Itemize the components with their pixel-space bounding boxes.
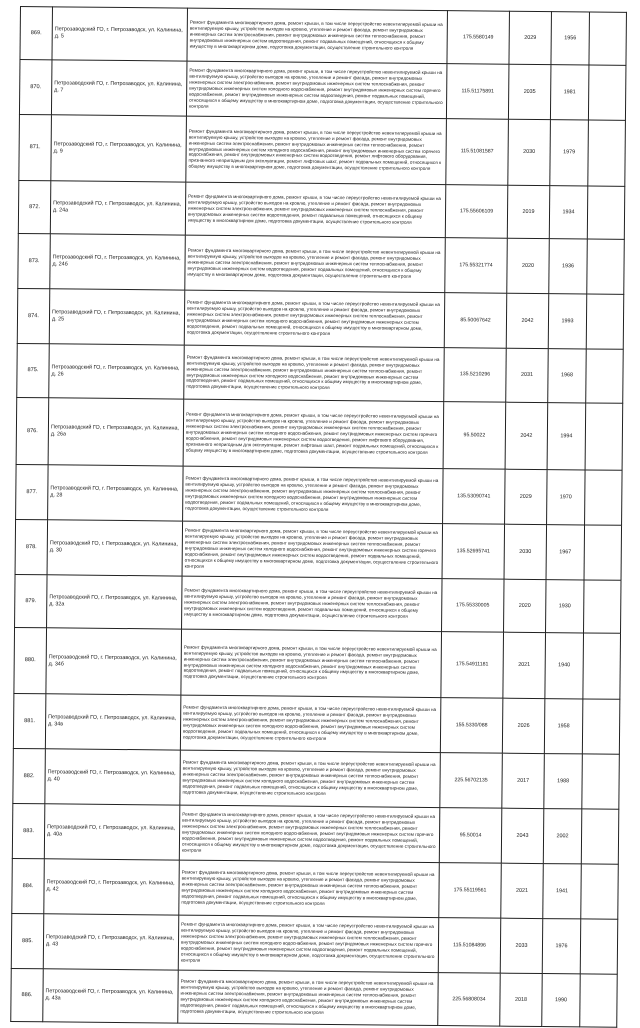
- row-number: 869.: [20, 7, 53, 60]
- row-number: 874.: [17, 288, 50, 343]
- works-cell: Ремонт фундамента многоквартирного дома, ремонт крыши, в том числе переустройство невентилируемой крыши на вентилируемую крышу, устройство выходов на кровлю, утепление и ремонт фасада, ремонт внутридомовых инженерных систем электроснабжения, ремонт внутридомовых инженерных систем теплоснабжения, ремонт внутридомовых инженерных систем холодного водоснабжения, ремонт внутридомовых инженерных систем водоотведения, ремонт подвальных помещений, относящихся к общему имуществу в многоквартирном доме, подготовка документации, осуществление строительного контроля: [183, 466, 444, 523]
- address-cell: Петрозаводский ГО, г. Петрозаводск, ул. Калинина, д. 32а: [47, 575, 183, 629]
- cost-cell: 115.51175891: [446, 64, 509, 120]
- built-year-cell: 1993: [548, 294, 587, 349]
- works-cell: Ремонт фундамента многоквартирного дома, ремонт крыши, в том числе переустройство невентилируемой крыши на вентилируемую крышу, устройство выходов на кровлю, утепление и ремонт фасада, ремонт внутридомовых инженерных систем электроснабжения, ремонт внутридомовых инженерных систем теплоснабжения, ремонт внутридомовых инженерных систем водоотведения, ремонт подвальных помещений, относящихся к общему имуществу в многоквартирном доме, подготовка документации, осуществление строительного контроля: [182, 576, 442, 631]
- row-number: 884.: [12, 858, 45, 913]
- works-cell: Ремонт фундамента многоквартирного дома, ремонт крыши, в том числе переустройство невентилируемой крыши на вентилируемую крышу, устройство выходов на кровлю, утепление и ремонт фасада, ремонт внутридомовых инженерных систем электроснабжения, ремонт внутридомовых инженерных систем теплоснабжения, ремонт внутридомовых инженерных систем холодного водоснабжения, ремонт внутридомовых инженерных систем водоотведения, ремонт подвальных помещений, относящихся к общему имуществу в многоквартирном доме, подготовка документации, осуществление строительного контроля: [180, 695, 441, 752]
- year-cell: 2026: [502, 698, 545, 753]
- address-cell: Петрозаводский ГО, г. Петрозаводск, ул. Калинина, д. 28: [48, 465, 184, 521]
- row-number: 870.: [19, 60, 52, 115]
- empty-cell: [581, 809, 619, 864]
- empty-cell: [584, 525, 622, 580]
- empty-cell: [587, 186, 625, 239]
- table-row: [19, 60, 626, 121]
- works-cell: Ремонт фундамента многоквартирного дома, ремонт крыши, в том числе переустройство невентилируемой крыши на вентилируемую крышу, устройство выходов на кровлю, утепление и ремонт фасада, ремонт внутридомовых инженерных систем электроснабжения, ремонт внутридомовых инженерных систем теплоснабжения, ремонт внутридомовых инженерных систем холодного водоснабжения, ремонт внутридомовых инженерных систем водоотведения, ремонт подвальных помещений, относящихся к общему имуществу в многоквартирном доме, подготовка документации, осуществление строительного контроля: [180, 750, 441, 807]
- cost-cell: 175.55321774: [445, 238, 508, 294]
- built-year-cell: 1994: [547, 403, 586, 470]
- empty-cell: [585, 470, 623, 525]
- row-number: 883.: [12, 803, 45, 858]
- address-cell: Петрозаводский ГО, г. Петрозаводск, ул. Калинина, д. 26: [49, 344, 185, 399]
- address-cell: Петрозаводский ГО, г. Петрозаводск, ул. Калинина, д. 7: [51, 60, 187, 116]
- cost-cell: 225.56808034: [438, 973, 501, 1027]
- year-cell: 2043: [501, 808, 544, 863]
- built-year-cell: 1970: [547, 470, 586, 525]
- works-cell: Ремонт фундамента многоквартирного дома, ремонт крыши, в том числе переустройство невентилируемой крыши на вентилируемую крышу, устройство выходов на кровлю, утепление и ремонт фасада, ремонт внутридомовых инженерных систем электроснабжения, ремонт внутридомовых инженерных систем теплоснабжения, ремонт внутридомовых инженерных систем водоотведения, ремонт подвальных помещений, относящихся к общему имуществу в многоквартирном доме, подготовка документации, осуществление строительного контроля: [185, 182, 445, 237]
- year-cell: 2031: [506, 348, 549, 402]
- cost-cell: 175.55330005: [442, 579, 505, 633]
- empty-cell: [582, 754, 620, 809]
- built-year-cell: 1988: [544, 754, 583, 809]
- built-year-cell: 1936: [549, 239, 588, 294]
- year-cell: 2018: [500, 973, 543, 1026]
- row-number: 881.: [13, 693, 46, 748]
- address-cell: Петрозаводский ГО, г. Петрозаводск, ул. Калинина, д. 34б: [46, 628, 182, 695]
- table-row: [12, 803, 619, 864]
- built-year-cell: 1990: [542, 974, 581, 1027]
- address-cell: Петрозаводский ГО, г. Петрозаводск, ул. Калинина, д. 30: [47, 520, 183, 576]
- works-cell: Ремонт фундамента многоквартирного дома, ремонт крыши, в том числе переустройство невентилируемой крыши на вентилируемую крышу, устройство выходов на кровлю, утепление и ремонт фасада, ремонт внутридомовых инженерных систем электроснабжения, ремонт внутридомовых инженерных систем теплоснабжения, ремонт внутридомовых инженерных систем холодного водоснабжения, ремонт внутридомовых инженерных систем горячего водоснабжения, ремонт внутридомовых инженерных систем водоотведения, ремонт подвальных помещений, относящихся к общему имуществу в многоквартирном доме, подготовка документации, осуществление строительного контроля: [179, 805, 440, 862]
- table-row: [12, 858, 619, 919]
- empty-cell: [586, 349, 624, 403]
- address-cell: Петрозаводский ГО, г. Петрозаводск, ул. Калинина, д. 43а: [43, 969, 179, 1023]
- built-year-cell: 1979: [550, 120, 589, 186]
- works-cell: Ремонт фундамента многоквартирного дома, ремонт крыши, в том числе переустройство невентилируемой крыши на вентилируемую крышу, устройство выходов на кровлю, утепление и ремонт фасада, ремонт внутридомовых инженерных систем электроснабжения, ремонт внутридомовых инженерных систем теплоснабжения, ремонт внутридомовых инженерных систем холодного водоснабжения, ремонт внутридомовых инженерных систем горячего водоснабжения, ремонт внутридомовых инженерных систем водоотведения, ремонт подвальных помещений, относящихся к общему имуществу в многоквартирном доме, подготовка документации, осуществление строительного контроля: [178, 915, 439, 972]
- empty-cell: [586, 294, 624, 349]
- address-cell: Петрозаводский ГО, г. Петрозаводск, ул. Калинина, д. 26а: [48, 398, 184, 466]
- address-cell: Петрозаводский ГО, г. Петрозаводск, ул. Калинина, д. 5: [52, 7, 188, 61]
- cost-cell: 95.50022: [443, 402, 506, 470]
- address-cell: Петрозаводский ГО, г. Петрозаводск, ул. Калинина, д. 40: [45, 749, 181, 805]
- cost-cell: 155.5330/088: [440, 698, 503, 754]
- empty-cell: [580, 974, 618, 1027]
- address-cell: Петрозаводский ГО, г. Петрозаводск, ул. Калинина, д. 24б: [50, 234, 186, 290]
- cost-cell: 175.5580149: [447, 11, 510, 65]
- works-cell: Ремонт фундамента многоквартирного дома, ремонт крыши, в том числе переустройство невентилируемой крыши на вентилируемую крышу, устройство выходов на кровлю, утепление и ремонт фасада, ремонт внутридомовых инженерных систем электроснабжения, ремонт внутридомовых инженерных систем теплоснабжения, ремонт внутридомовых инженерных систем холодного водоснабжения, ремонт внутридомовых инженерных систем горячего водоснабжения, ремонт внутридомовых инженерных систем водоотведения, ремонт подвальных помещений, относящихся к общему имуществу в многоквартирном доме, подготовка документации, осуществление строительного контроля: [186, 61, 447, 118]
- works-cell: Ремонт фундамента многоквартирного дома, ремонт крыши, в том числе переустройство невентилируемой крыши на вентилируемую крышу, устройство выходов на кровлю, утепление и ремонт фасада, ремонт внутридомовых инженерных систем электроснабжения, ремонт внутридомовых инженерных систем теплоснабжения, ремонт внутридомовых инженерных систем холодного водоснабжения, ремонт внутридомовых инженерных систем водоотведения, ремонт подвальных помещений, относящихся к общему имуществу в многоквартирном доме, подготовка документации, осуществление строительного контроля: [181, 629, 442, 697]
- year-cell: 2042: [505, 402, 548, 469]
- row-number: 873.: [18, 233, 51, 288]
- cost-cell: 225.56702135: [440, 753, 503, 809]
- row-number: 875.: [17, 343, 50, 397]
- year-cell: 2035: [508, 64, 551, 119]
- table-row: [19, 114, 626, 186]
- table-row: [11, 968, 617, 1027]
- row-number: 886.: [11, 968, 44, 1021]
- year-cell: 2017: [502, 753, 545, 808]
- empty-cell: [585, 403, 623, 470]
- built-year-cell: 1976: [542, 919, 581, 974]
- table-row: [20, 7, 626, 66]
- row-number: 871.: [19, 114, 52, 180]
- row-number: 878.: [15, 519, 48, 574]
- row-number: 880.: [14, 627, 47, 693]
- address-cell: Петрозаводский ГО, г. Петрозаводск, ул. Калинина, д. 40а: [44, 804, 180, 860]
- table-row: [13, 748, 620, 809]
- table-row: [16, 397, 623, 470]
- year-cell: 2021: [501, 863, 544, 918]
- empty-cell: [581, 864, 619, 919]
- built-year-cell: 1956: [551, 12, 590, 65]
- built-year-cell: 1981: [550, 65, 589, 120]
- year-cell: 2042: [506, 293, 549, 348]
- table-row: [15, 574, 621, 633]
- row-number: 885.: [11, 913, 44, 968]
- row-number: 882.: [13, 748, 46, 803]
- address-cell: Петрозаводский ГО, г. Петрозаводск, ул. Калинина, д. 24а: [50, 181, 186, 235]
- row-number: 876.: [16, 397, 49, 464]
- table-row: [15, 519, 622, 580]
- address-cell: Петрозаводский ГО, г. Петрозаводск, ул. Калинина, д. 42: [44, 859, 180, 915]
- cost-cell: 85.50067642: [444, 293, 507, 349]
- cost-cell: 135.53090741: [443, 469, 506, 525]
- year-cell: 2030: [508, 119, 551, 185]
- empty-cell: [587, 239, 625, 294]
- address-cell: Петрозаводский ГО, г. Петрозаводск, ул. Калинина, д. 25: [49, 289, 185, 345]
- works-cell: Ремонт фундамента многоквартирного дома, ремонт крыши, в том числе переустройство невентилируемой крыши на вентилируемую крышу, устройство выходов на кровлю, утепление и ремонт фасада, ремонт внутридомовых инженерных систем электроснабжения, ремонт внутридомовых инженерных систем теплоснабжения, ремонт внутридомовых инженерных систем холодного водоснабжения, ремонт внутридомовых инженерных систем горячего водоснабжения, ремонт внутридомовых инженерных систем водоотведения, ремонт лифтового оборудования, признанного непригодным для эксплуатации, ремонт лифтовых шахт, ремонт подвальных помещений, относящихся к общему имуществу в многоквартирном доме, подготовка документации, осуществление строительного контроля: [186, 116, 447, 184]
- works-cell: Ремонт фундамента многоквартирного дома, ремонт крыши, в том числе переустройство невентилируемой крыши на вентилируемую крышу, устройство выходов на кровлю, утепление и ремонт фасада, ремонт внутридомовых инженерных систем электроснабжения, ремонт внутридомовых инженерных систем теплоснабжения, ремонт внутридомовых инженерных систем холодного водоснабжения, ремонт внутридомовых инженерных систем водоотведения, ремонт подвальных помещений, относящихся к общему имуществу в многоквартирном доме, подготовка документации, осуществление строительного контроля: [184, 345, 445, 401]
- cost-cell: 175.55606109: [445, 185, 508, 239]
- table-body: [11, 7, 627, 1028]
- table-row: [17, 288, 624, 349]
- empty-cell: [589, 12, 627, 65]
- empty-cell: [584, 580, 622, 633]
- cost-cell: 175.54911181: [441, 632, 504, 699]
- year-cell: 2019: [507, 185, 550, 238]
- works-cell: Ремонт фундамента многоквартирного дома, ремонт крыши, в том числе переустройство невентилируемой крыши на вентилируемую крышу, устройство выходов на кровлю, утепление и ремонт фасада, ремонт внутридомовых инженерных систем электроснабжения, ремонт внутридомовых инженерных систем теплоснабжения, ремонт внутридомовых инженерных систем водоотведения, ремонт подвальных помещений, относящихся к общему имуществу в многоквартирном доме, подготовка документации, осуществление строительного контроля: [187, 8, 447, 63]
- built-year-cell: 1934: [549, 186, 588, 239]
- table-row: [14, 627, 621, 699]
- year-cell: 2029: [509, 11, 552, 64]
- address-cell: Петрозаводский ГО, г. Петрозаводск, ул. Калинина, д. 43: [43, 914, 179, 970]
- works-cell: Ремонт фундамента многоквартирного дома, ремонт крыши, в том числе переустройство невентилируемой крыши на вентилируемую крышу, устройство выходов на кровлю, утепление и ремонт фасада, ремонт внутридомовых инженерных систем электроснабжения, ремонт внутридомовых инженерных систем теплоснабжения, ремонт внутридомовых инженерных систем водоотведения, ремонт подвальных помещений, относящихся к общему имуществу в многоквартирном доме, подготовка документации, осуществление строительного контроля: [185, 235, 446, 292]
- table-row: [17, 343, 623, 403]
- cost-cell: 95.50014: [439, 808, 502, 864]
- built-year-cell: 1958: [544, 699, 583, 754]
- table-row: [18, 233, 625, 294]
- works-cell: Ремонт фундамента многоквартирного дома, ремонт крыши, в том числе переустройство невентилируемой крыши на вентилируемую крышу, устройство выходов на кровлю, утепление и ремонт фасада, ремонт внутридомовых инженерных систем электроснабжения, ремонт внутридомовых инженерных систем теплоснабжения, ремонт внутридомовых инженерных систем холодного водоснабжения, ремонт внутридомовых инженерных систем водоотведения, ремонт подвальных помещений, относящихся к общему имуществу в многоквартирном доме, подготовка документации, осуществление строительного контроля: [178, 970, 438, 1025]
- capital-repair-table: [10, 6, 627, 1028]
- year-cell: 2020: [507, 238, 550, 293]
- table-row: [18, 180, 624, 239]
- row-number: 877.: [16, 464, 49, 519]
- row-number: 872.: [18, 180, 51, 233]
- works-cell: Ремонт фундамента многоквартирного дома, ремонт крыши, в том числе переустройство невентилируемой крыши на вентилируемую крышу, устройство выходов на кровлю, утепление и ремонт фасада, ремонт внутридомовых инженерных систем электроснабжения, ремонт внутридомовых инженерных систем теплоснабжения, ремонт внутридомовых инженерных систем холодного водоснабжения, ремонт внутридомовых инженерных систем водоотведения, ремонт подвальных помещений, относящихся к общему имуществу в многоквартирном доме, подготовка документации, осуществление строительного контроля: [184, 290, 445, 347]
- cost-cell: 135.52695741: [442, 524, 505, 580]
- document-page: [11, 6, 626, 1015]
- empty-cell: [588, 65, 626, 120]
- table-row: [16, 464, 623, 525]
- year-cell: 2029: [505, 469, 548, 524]
- cost-cell: 135.5210296: [444, 348, 507, 403]
- built-year-cell: 1941: [543, 864, 582, 919]
- built-year-cell: 1940: [545, 633, 584, 699]
- built-year-cell: 2002: [543, 809, 582, 864]
- row-number: 879.: [15, 574, 48, 627]
- cost-cell: 175.55119561: [439, 863, 502, 919]
- cost-cell: 115.51084896: [438, 918, 501, 974]
- works-cell: Ремонт фундамента многоквартирного дома, ремонт крыши, в том числе переустройство невентилируемой крыши на вентилируемую крышу, устройство выходов на кровлю, утепление и ремонт фасада, ремонт внутридомовых инженерных систем электроснабжения, ремонт внутридомовых инженерных систем теплоснабжения, ремонт внутридомовых инженерных систем холодного водоснабжения, ремонт внутридомовых инженерных систем горячего водоснабжения, ремонт внутридомовых инженерных систем водоотведения, ремонт подвальных помещений, относящихся к общему имуществу в многоквартирном доме, подготовка документации, осуществление строительного контроля: [182, 521, 443, 578]
- works-cell: Ремонт фундамента многоквартирного дома, ремонт крыши, в том числе переустройство невентилируемой крыши на вентилируемую крышу, устройство выходов на кровлю, утепление и ремонт фасада, ремонт внутридомовых инженерных систем электроснабжения, ремонт внутридомовых инженерных систем теплоснабжения, ремонт внутридомовых инженерных систем холодного водоснабжения, ремонт внутридомовых инженерных систем горячего водоснабжения, ремонт внутридомовых инженерных систем водоотведения, ремонт лифтового оборудования, признанного непригодным для эксплуатации, ремонт лифтовых шахт, ремонт подвальных помещений, относящихся к общему имуществу в многоквартирном доме, подготовка документации, осуществление строительного контроля: [183, 399, 444, 468]
- empty-cell: [583, 633, 621, 699]
- table-row: [11, 913, 618, 974]
- year-cell: 2020: [504, 579, 547, 632]
- built-year-cell: 1968: [548, 349, 587, 403]
- year-cell: 2033: [500, 918, 543, 973]
- cost-cell: 115.51081587: [446, 119, 509, 186]
- address-cell: Петрозаводский ГО, г. Петрозаводск, ул. Калинина, д. 9: [51, 115, 187, 182]
- empty-cell: [580, 919, 618, 974]
- works-cell: Ремонт фундамента многоквартирного дома, ремонт крыши, в том числе переустройство невентилируемой крыши на вентилируемую крышу, устройство выходов на кровлю, утепление и ремонт фасада, ремонт внутридомовых инженерных систем электроснабжения, ремонт внутридомовых инженерных систем теплоснабжения, ремонт внутридомовых инженерных систем холодного водоснабжения, ремонт внутридомовых инженерных систем водоотведения, ремонт подвальных помещений, относящихся к общему имуществу в многоквартирном доме, подготовка документации, осуществление строительного контроля: [179, 860, 440, 917]
- year-cell: 2030: [504, 524, 547, 579]
- built-year-cell: 1967: [546, 525, 585, 580]
- built-year-cell: 1930: [546, 580, 585, 633]
- empty-cell: [588, 120, 626, 186]
- empty-cell: [582, 699, 620, 754]
- address-cell: Петрозаводский ГО, г. Петрозаводск, ул. Калинина, д. 34в: [45, 694, 181, 750]
- table-row: [13, 693, 620, 754]
- year-cell: 2021: [503, 632, 546, 698]
